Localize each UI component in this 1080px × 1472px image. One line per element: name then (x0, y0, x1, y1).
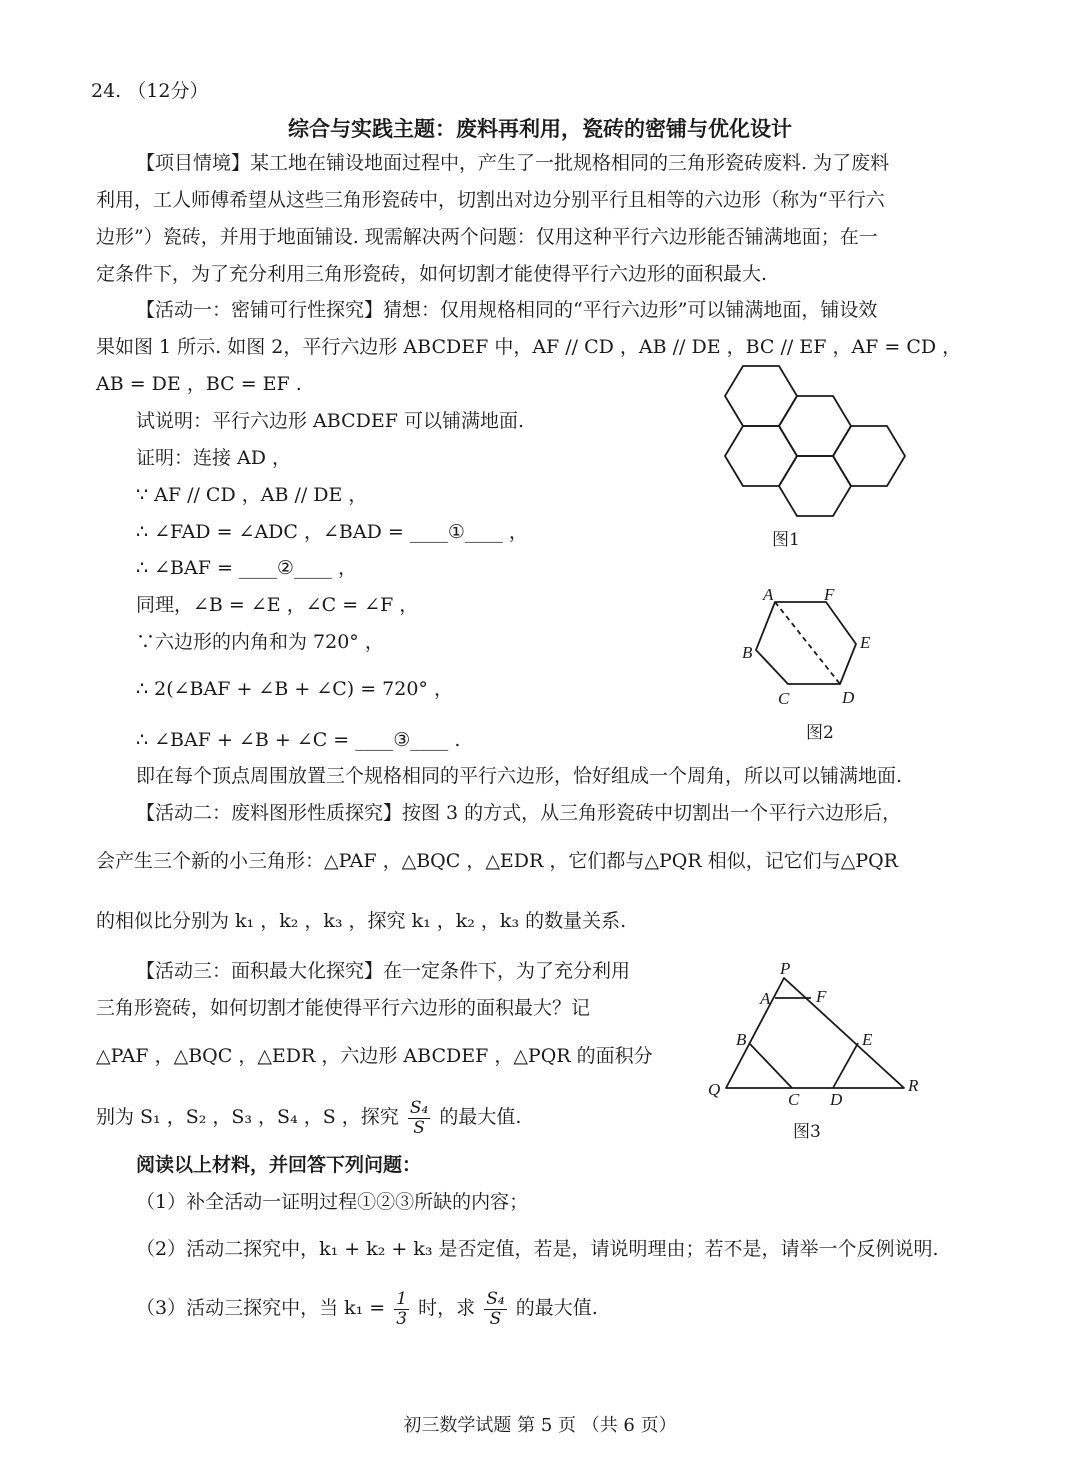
fraction-numerator: S₄ (486, 1288, 505, 1309)
question-number-text: 24. (91, 80, 122, 102)
text-line (96, 1097, 521, 1138)
hexagon-tile (833, 426, 905, 486)
text-line: 证明：连接 AD ， (136, 447, 292, 469)
page-footer: 初三数学试题 第 5 页 （共 6 页） (403, 1415, 677, 1436)
text-line: ∵六边形的内角和为 720° ， (136, 631, 384, 653)
question-part-3 (136, 1288, 598, 1329)
text-line: 的相似比分别为 k₁ ，k₂ ，k₃ ，探究 k₁ ，k₂ ，k₃ 的数量关系. (96, 910, 627, 932)
segment-de (833, 1043, 858, 1088)
text-line: ∴ ∠BAF = ____②____ ， (136, 557, 357, 579)
label-f: F (816, 987, 827, 1006)
question-points: （12分） (127, 80, 209, 102)
fraction-s4-over-s (484, 1290, 506, 1329)
text-line: AB = DE ，BC = EF . (96, 373, 302, 395)
text-line: 【项目情境】某工地在铺设地面过程中，产生了一批规格相同的三角形瓷砖废料. 为了废料 (136, 152, 890, 174)
label-b: B (736, 1030, 747, 1049)
fraction-denominator: S (489, 1308, 502, 1329)
question-part-1: （1）补全活动一证明过程①②③所缺的内容； (136, 1191, 529, 1213)
text-line: 同理，∠B = ∠E ，∠C = ∠F ， (136, 594, 419, 616)
label-e: E (862, 1030, 873, 1049)
label-b: B (742, 643, 753, 662)
label-d: D (842, 688, 855, 707)
question-number (91, 78, 208, 104)
fraction-one-third (394, 1290, 409, 1329)
text-line: 【活动一：密铺可行性探究】猜想：仅用规格相同的“平行六边形”可以铺满地面，铺设效 (136, 299, 878, 321)
label-p: P (780, 959, 791, 978)
text-line: △PAF ，△BQC ，△EDR ，六边形 ABCDEF ，△PQR 的面积分 (96, 1045, 653, 1067)
text-line: ∴ 2(∠BAF + ∠B + ∠C) = 720° ， (136, 678, 453, 700)
text-line: 果如图 1 所示. 如图 2，平行六边形 ABCDEF 中，AF // CD ，AB // DE ，BC // EF ，AF = CD ， (96, 336, 962, 358)
figure-3-caption: 图3 (793, 1122, 821, 1142)
label-c: C (788, 1090, 800, 1108)
text-line: 边形”）瓷砖，并用于地面铺设. 现需解决两个问题：仅用这种平行六边形能否铺满地面；在一 (96, 226, 878, 248)
page-title: 综合与实践主题：废料再利用，瓷砖的密铺与优化设计 (288, 116, 792, 141)
fraction-numerator: 1 (396, 1288, 408, 1309)
text-segment: （3）活动三探究中，当 k₁ = (136, 1297, 386, 1319)
text-line: 会产生三个新的小三角形：△PAF ，△BQC ，△EDR ，它们都与△PQR 相似，记它们与△PQR (96, 850, 898, 872)
text-line: 即在每个顶点周围放置三个规格相同的平行六边形，恰好组成一个周角，所以可以铺满地面. (136, 765, 903, 787)
text-line: ∴ ∠FAD = ∠ADC ，∠BAD = ____①____ ， (136, 521, 528, 543)
question-part-2: （2）活动二探究中，k₁ + k₂ + k₃ 是否定值，若是，请说明理由；若不是，请举一个反例说明. (136, 1238, 939, 1260)
text-segment: 时，求 (418, 1297, 476, 1319)
label-e: E (860, 633, 871, 652)
text-line: 【活动二：废料图形性质探究】按图 3 的方式，从三角形瓷砖中切割出一个平行六边形后， (136, 802, 902, 824)
figure-2-parallel-hexagon (730, 582, 880, 712)
hexagon-tile (779, 456, 851, 516)
diagonal-ad (775, 602, 840, 684)
fraction-denominator: 3 (396, 1308, 408, 1329)
label-a: A (763, 585, 774, 604)
figure-2-caption: 图2 (806, 723, 834, 743)
text-segment: 别为 S₁ ，S₂ ，S₃ ，S₄ ，S ，探究 (96, 1106, 399, 1128)
fraction-numerator: S₄ (409, 1097, 429, 1118)
hexagon-tile (725, 366, 797, 426)
text-line: 【活动三：面积最大化探究】在一定条件下，为了充分利用 (136, 960, 631, 982)
text-line: 试说明：平行六边形 ABCDEF 可以铺满地面. (136, 410, 524, 432)
text-line: ∵ AF // CD ，AB // DE ， (136, 484, 368, 506)
fraction-s4-over-s (408, 1099, 430, 1138)
segment-bc (750, 1044, 792, 1088)
text-line: 三角形瓷砖，如何切割才能使得平行六边形的面积最大？记 (96, 997, 591, 1019)
hexagon-abcdef (756, 602, 856, 684)
hexagon-tile (779, 396, 851, 456)
instruction-heading: 阅读以上材料，并回答下列问题： (136, 1154, 422, 1176)
text-line: ∴ ∠BAF + ∠B + ∠C = ____③____ . (136, 729, 461, 751)
hexagon-tile (725, 426, 797, 486)
label-f: F (824, 585, 835, 604)
label-c: C (778, 689, 790, 708)
figure-1-caption: 图1 (772, 530, 800, 550)
fraction-denominator: S (413, 1117, 425, 1138)
figure-3-triangle (700, 958, 930, 1108)
label-d: D (830, 1090, 843, 1108)
label-a: A (760, 989, 771, 1008)
label-r: R (908, 1076, 919, 1095)
text-line: 利用，工人师傅希望从这些三角形瓷砖中，切割出对边分别平行且相等的六边形（称为“平行六 (96, 189, 885, 211)
triangle-pqr (726, 978, 904, 1088)
text-segment: 的最大值. (439, 1106, 522, 1128)
label-q: Q (708, 1080, 721, 1099)
text-segment: 的最大值. (515, 1297, 598, 1319)
text-line: 定条件下，为了充分利用三角形瓷砖，如何切割才能使得平行六边形的面积最大. (96, 263, 768, 285)
figure-1-hexagon-tiling (715, 358, 915, 518)
